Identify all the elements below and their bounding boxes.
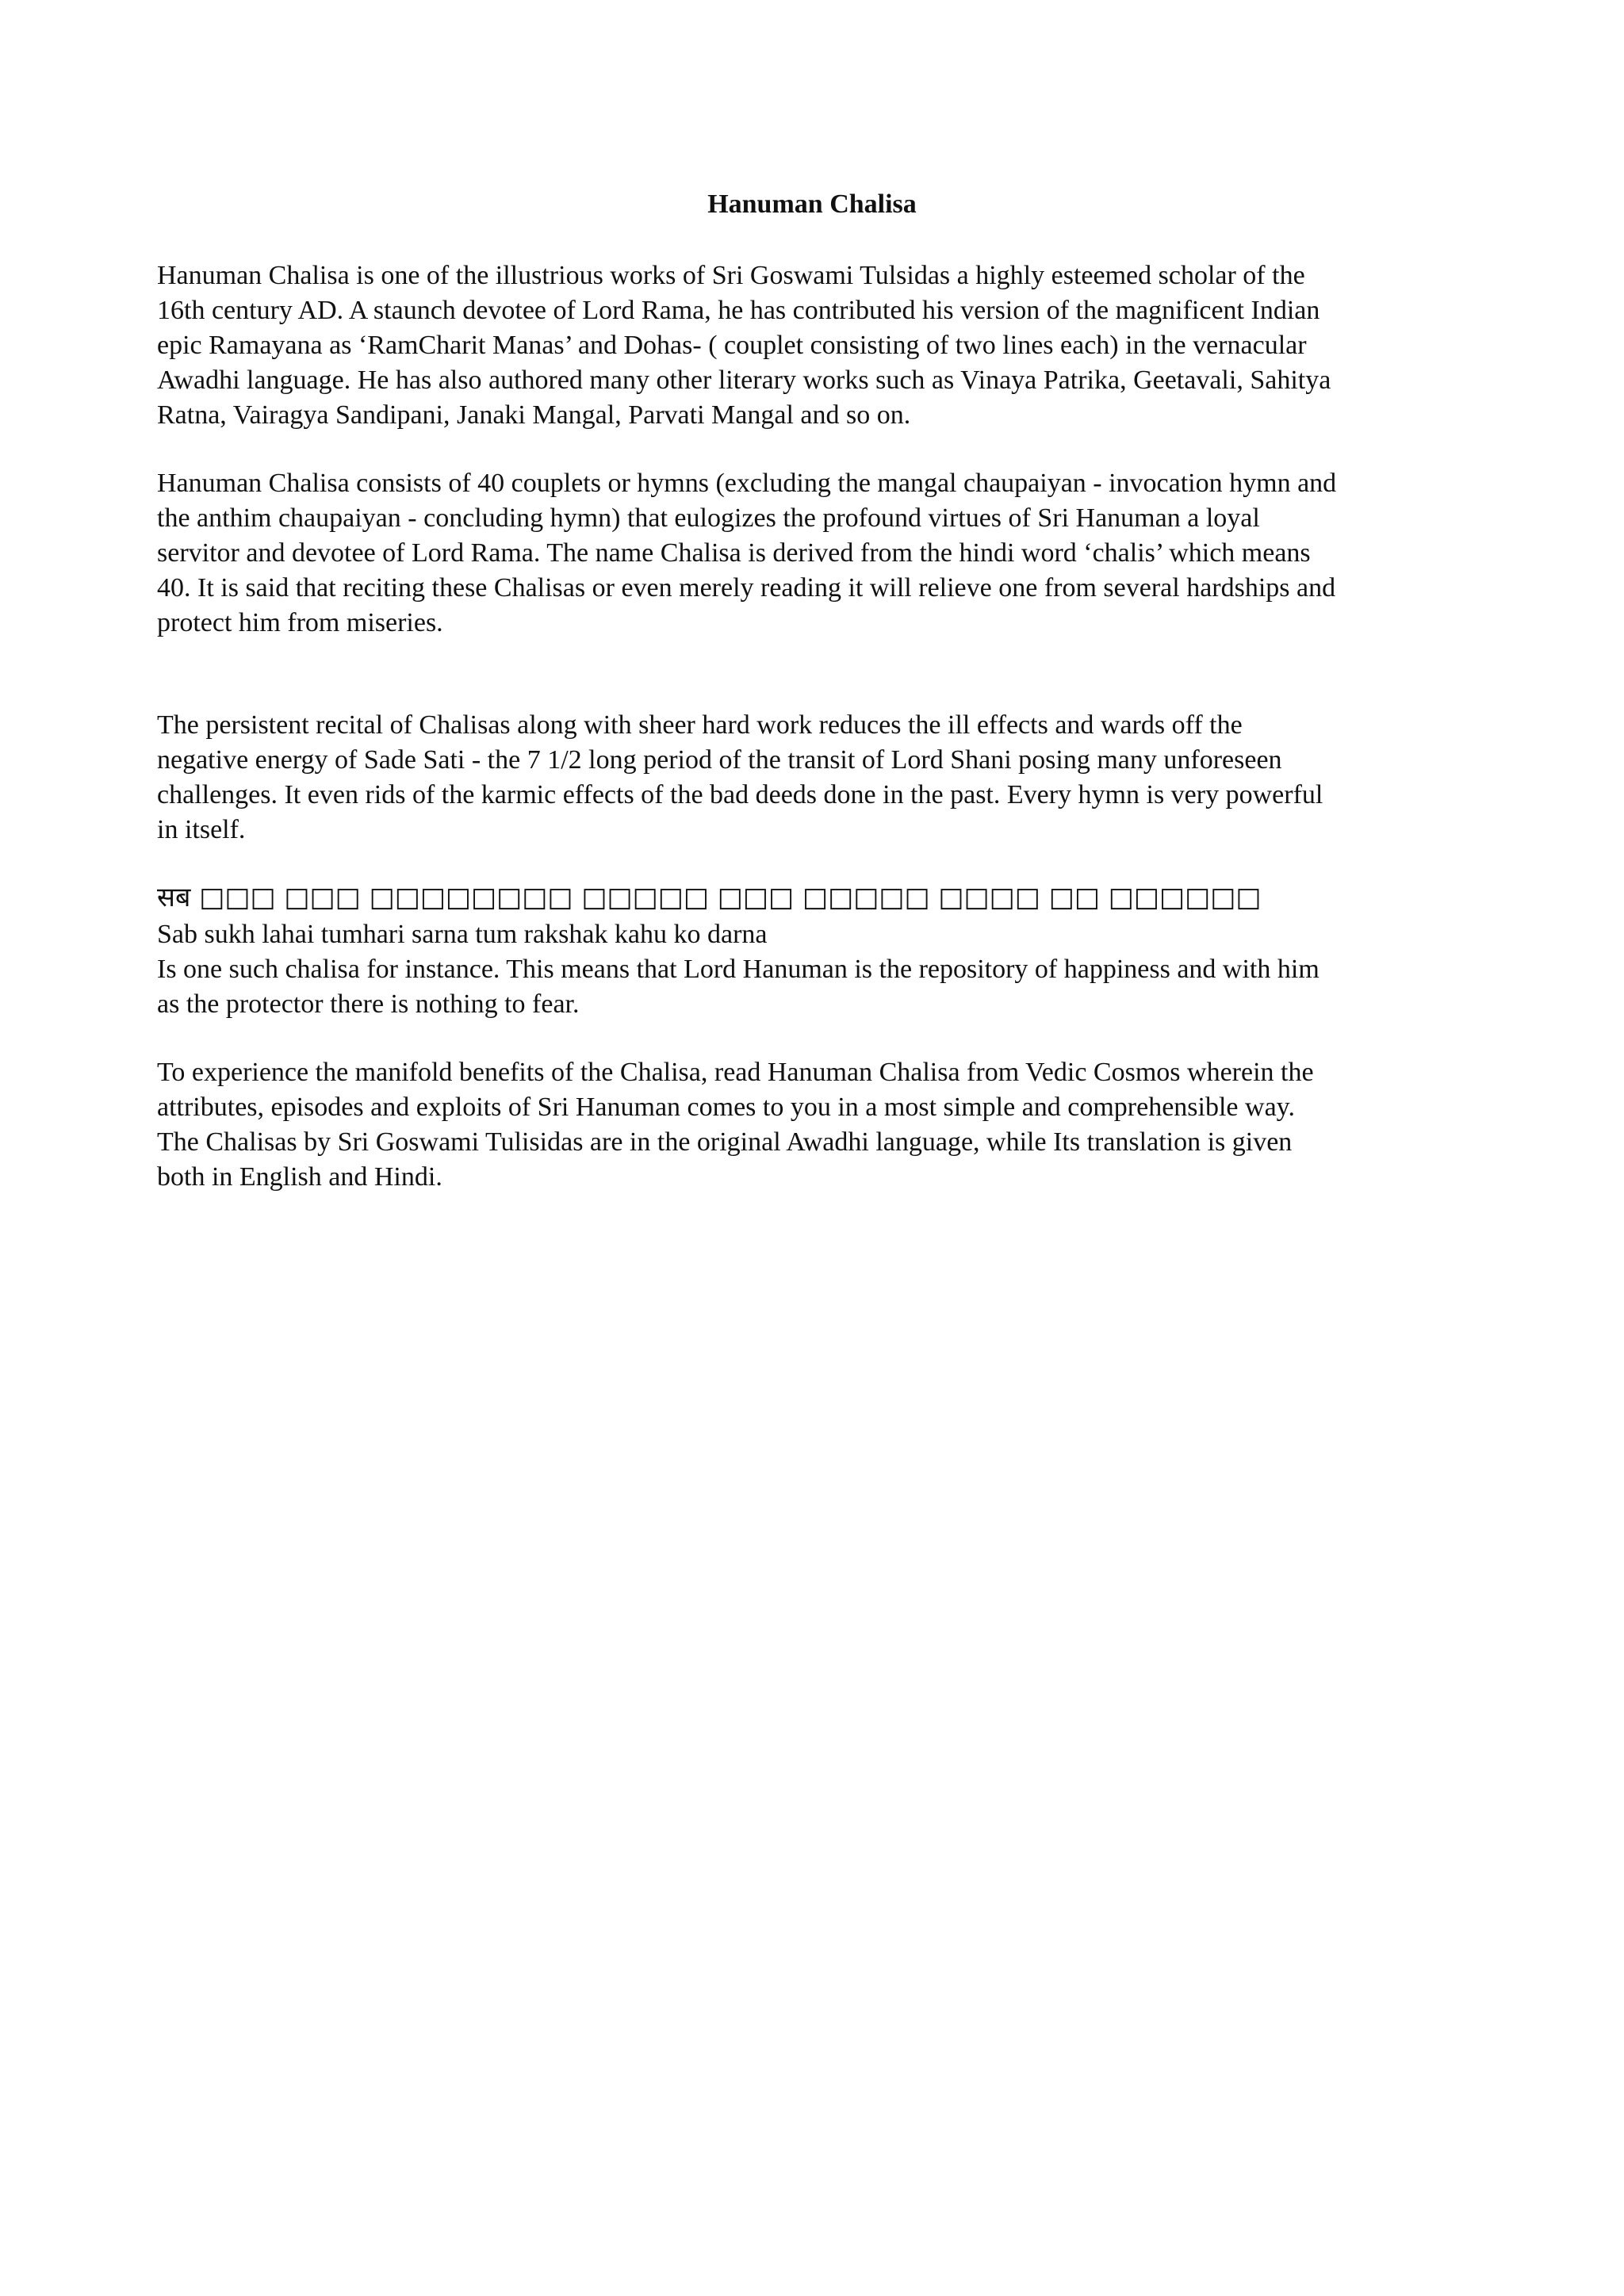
p5-line-3: The Chalisas by Sri Goswami Tulisidas are in the original Awadhi language, while Its translation is given [157, 1127, 1293, 1157]
p1-line-2: 16th century AD. A staunch devotee of Lord Rama, he has contributed his version of the magnificent Indian [157, 296, 1320, 325]
p2-line-3: servitor and devotee of Lord Rama. The name Chalisa is derived from the hindi word ‘chalis’ which means [157, 538, 1311, 568]
p5-line-1: To experience the manifold benefits of the Chalisa, read Hanuman Chalisa from Vedic Cosmos wherein the [157, 1058, 1314, 1087]
p1-line-4: Awadhi language. He has also authored many other literary works such as Vinaya Patrika, Geetavali, Sahitya [157, 365, 1331, 395]
hindi-couplet-line: सब □□□ □□□ □□□□□□□□ □□□□□ □□□ □□□□□ □□□□ □□ □□□□□□ [157, 882, 1262, 913]
p1-line-5: Ratna, Vairagya Sandipani, Janaki Mangal, Parvati Mangal and so on. [157, 400, 911, 430]
p4-line-3: as the protector there is nothing to fear. [157, 989, 580, 1019]
p5-line-2: attributes, episodes and exploits of Sri Hanuman comes to you in a most simple and comprehensible way. [157, 1093, 1295, 1122]
p3-line-2: negative energy of Sade Sati - the 7 1/2 long period of the transit of Lord Shani posing many unforeseen [157, 745, 1282, 775]
p1-line-3: epic Ramayana as ‘RamCharit Manas’ and Dohas- ( couplet consisting of two lines each) in the vernacular [157, 331, 1307, 360]
p2-line-5: protect him from miseries. [157, 608, 443, 637]
p2-line-2: the anthim chaupaiyan - concluding hymn) that eulogizes the profound virtues of Sri Hanuman a loyal [157, 503, 1260, 533]
document-title: Hanuman Chalisa [707, 189, 917, 219]
p1-line-1: Hanuman Chalisa is one of the illustrious works of Sri Goswami Tulsidas a highly esteemed scholar of the [157, 261, 1305, 290]
p4-line-1: Sab sukh lahai tumhari sarna tum rakshak kahu ko darna [157, 920, 768, 949]
p4-line-2: Is one such chalisa for instance. This means that Lord Hanuman is the repository of happiness and with him [157, 955, 1320, 984]
p3-line-4: in itself. [157, 815, 246, 844]
p2-line-4: 40. It is said that reciting these Chalisas or even merely reading it will relieve one from several hardships and [157, 573, 1336, 603]
p5-line-4: both in English and Hindi. [157, 1162, 442, 1192]
p3-line-1: The persistent recital of Chalisas along with sheer hard work reduces the ill effects and wards off the [157, 710, 1243, 740]
p3-line-3: challenges. It even rids of the karmic effects of the bad deeds done in the past. Every hymn is very powerful [157, 780, 1323, 809]
p2-line-1: Hanuman Chalisa consists of 40 couplets or hymns (excluding the mangal chaupaiyan - invocation hymn and [157, 469, 1337, 498]
